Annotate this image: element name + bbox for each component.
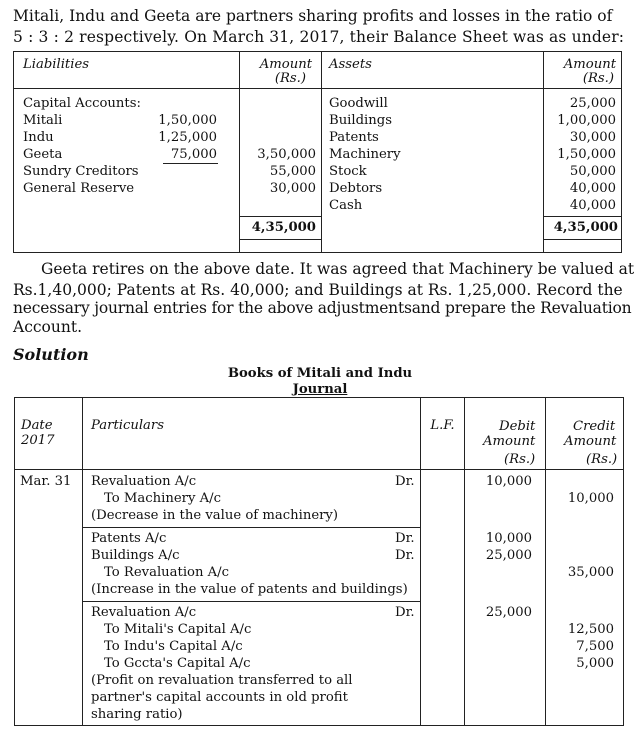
entry-date: Mar. 31 [20, 474, 72, 489]
intro-line-1: Mitali, Indu and Geeta are partners sharing profits and losses in the ratio of [13, 7, 613, 25]
liability-label: Indu [23, 130, 54, 145]
liability-sub-amount: 75,000 [170, 147, 217, 162]
dr-marker: Dr. [395, 605, 415, 620]
asset-label: Stock [329, 164, 367, 179]
entry-narration: (Increase in the value of patents and buildings) [91, 582, 408, 597]
asset-label: Debtors [329, 181, 383, 196]
liabilities-header: Liabilities [23, 57, 90, 72]
debit-amount: 10,000 [485, 531, 532, 546]
entry-line: To Gccta's Capital A/c [104, 656, 251, 671]
asset-amount: 50,000 [569, 164, 616, 179]
entry-line: Revaluation A/c [91, 474, 197, 489]
liability-label: Mitali [23, 113, 63, 128]
dr-marker: Dr. [395, 531, 415, 546]
assets-header: Assets [329, 57, 372, 72]
asset-amount: 1,50,000 [557, 147, 616, 162]
entry-line: To Mitali's Capital A/c [104, 622, 252, 637]
year-header: 2017 [21, 433, 55, 448]
entry-line: Patents A/c [91, 531, 167, 546]
assets-amount-header: Amount [563, 57, 616, 72]
debit-amount: 25,000 [485, 605, 532, 620]
credit-amount: 7,500 [576, 639, 614, 654]
assets-rs-header: (Rs.) [582, 71, 614, 86]
asset-label: Patents [329, 130, 379, 145]
liability-sub-amount: 1,25,000 [158, 130, 217, 145]
asset-amount: 40,000 [569, 181, 616, 196]
date-header: Date [21, 418, 53, 433]
total-assets: 4,35,000 [553, 220, 618, 235]
asset-label: Cash [329, 198, 363, 213]
entry-line: To Machinery A/c [104, 491, 221, 506]
credit-amount: 5,000 [576, 656, 614, 671]
question-line-2: Rs.1,40,000; Patents at Rs. 40,000; and Buildings at Rs. 1,25,000. Record the [13, 281, 623, 299]
credit-amount-header: Amount [564, 434, 617, 449]
asset-label: Machinery [329, 147, 401, 162]
entry-narration: sharing ratio) [91, 707, 183, 722]
liability-amount: 55,000 [269, 164, 316, 179]
total-liabilities: 4,35,000 [251, 220, 316, 235]
entry-line: To Indu's Capital A/c [104, 639, 243, 654]
asset-label: Goodwill [329, 96, 388, 111]
credit-amount: 35,000 [567, 565, 614, 580]
question-line-3: necessary journal entries for the above adjustmentsand prepare the Revaluation [13, 299, 632, 317]
debit-header: Debit [499, 419, 536, 434]
credit-header: Credit [573, 419, 616, 434]
entry-narration: partner's capital accounts in old profit [91, 690, 348, 705]
liability-amount: 30,000 [269, 181, 316, 196]
liabilities-rs-header: (Rs.) [274, 71, 306, 86]
liability-label: Capital Accounts: [23, 96, 141, 111]
entry-narration: (Decrease in the value of machinery) [91, 508, 339, 523]
liability-label: Geeta [23, 147, 63, 162]
entry-narration: (Profit on revaluation transferred to all [91, 673, 353, 688]
journal-title: Journal [292, 382, 348, 397]
liability-label: Sundry Creditors [23, 164, 139, 179]
entry-line: To Revaluation A/c [104, 565, 230, 580]
asset-amount: 25,000 [569, 96, 616, 111]
debit-rs-header: (Rs.) [504, 452, 536, 467]
dr-marker: Dr. [395, 474, 415, 489]
debit-amount: 25,000 [485, 548, 532, 563]
asset-amount: 30,000 [569, 130, 616, 145]
asset-label: Buildings [329, 113, 392, 128]
lf-header: L.F. [430, 418, 455, 433]
liability-sub-amount: 1,50,000 [158, 113, 217, 128]
liability-amount: 3,50,000 [257, 147, 316, 162]
liabilities-amount-header: Amount [259, 57, 312, 72]
credit-amount: 12,500 [567, 622, 614, 637]
debit-amount-header: Amount [483, 434, 536, 449]
question-line-1: Geeta retires on the above date. It was agreed that Machinery be valued at [41, 260, 635, 278]
intro-line-2: 5 : 3 : 2 respectively. On March 31, 2017, their Balance Sheet was as under: [13, 28, 625, 46]
solution-heading: Solution [13, 345, 89, 364]
credit-amount: 10,000 [567, 491, 614, 506]
particulars-header: Particulars [91, 418, 164, 433]
dr-marker: Dr. [395, 548, 415, 563]
entry-line: Revaluation A/c [91, 605, 197, 620]
question-line-4: Account. [13, 318, 83, 336]
entry-line: Buildings A/c [91, 548, 180, 563]
books-title: Books of Mitali and Indu [227, 366, 413, 381]
liability-label: General Reserve [23, 181, 135, 196]
debit-amount: 10,000 [485, 474, 532, 489]
asset-amount: 40,000 [569, 198, 616, 213]
asset-amount: 1,00,000 [557, 113, 616, 128]
credit-rs-header: (Rs.) [586, 452, 618, 467]
